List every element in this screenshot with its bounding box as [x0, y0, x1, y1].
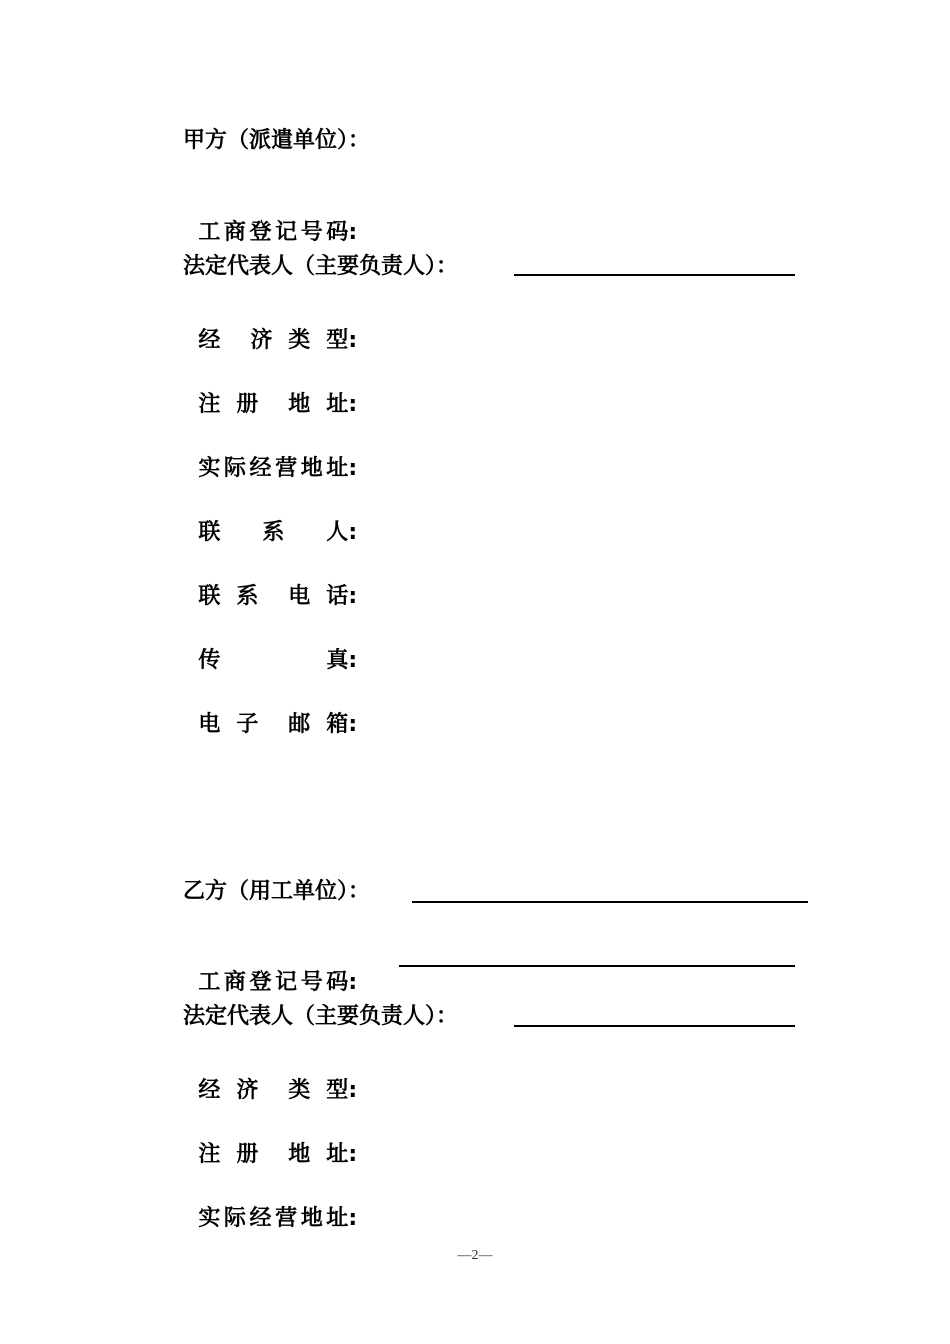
- char: 码: [326, 220, 349, 245]
- party-a-fax-label: [183, 622, 357, 674]
- char: 号: [300, 220, 323, 245]
- colon: :: [348, 1142, 358, 1167]
- char: 记: [275, 970, 298, 995]
- char: 地: [288, 1142, 311, 1167]
- party-a-title: [183, 128, 370, 154]
- party-a-phone-label: [183, 558, 357, 610]
- party-b-title-text: 乙方（用工单位）：: [183, 879, 371, 904]
- econ-type-chars: [198, 328, 348, 354]
- char: 记: [275, 220, 298, 245]
- party-b-legal-rep-label: [183, 1004, 458, 1030]
- char: 话: [326, 584, 349, 609]
- char: 联: [198, 584, 221, 609]
- char: 类: [288, 1078, 311, 1103]
- colon: :: [348, 328, 358, 353]
- party-a-legal-rep-label: [183, 254, 458, 280]
- char: 址: [326, 1206, 349, 1231]
- actual-address-chars: [198, 1206, 348, 1232]
- char: 电: [198, 712, 221, 737]
- fax-chars: [198, 648, 348, 674]
- char: 系: [236, 584, 259, 609]
- colon: :: [348, 1206, 358, 1231]
- colon: :: [348, 392, 358, 417]
- party-b-name-field[interactable]: [412, 901, 808, 903]
- party-a-email-label: [183, 686, 357, 738]
- party-a-reg-no-label: [183, 194, 357, 246]
- char: 经: [198, 328, 221, 353]
- colon: :: [348, 1078, 358, 1103]
- party-a-econ-type-label: [183, 302, 357, 354]
- party-b-actual-address-label: [183, 1180, 357, 1232]
- party-a-title-text: 甲方（派遣单位）：: [183, 128, 371, 153]
- char: 传: [198, 648, 221, 673]
- char: 地: [288, 392, 311, 417]
- legal-rep-text: 法定代表人（主要负责人）：: [183, 1004, 459, 1029]
- party-b-legal-rep-field[interactable]: [514, 1025, 795, 1027]
- char: 册: [236, 1142, 259, 1167]
- char: 人: [326, 520, 349, 545]
- char: 济: [250, 328, 273, 353]
- char: 子: [236, 712, 259, 737]
- char: 址: [326, 392, 349, 417]
- colon: :: [348, 220, 358, 245]
- char: 注: [198, 1142, 221, 1167]
- phone-chars: [198, 584, 348, 610]
- char: 登: [249, 970, 272, 995]
- party-a-contact-label: [183, 494, 357, 546]
- colon: :: [348, 970, 358, 995]
- char: 经: [249, 1206, 272, 1231]
- party-b-reg-address-label: [183, 1116, 357, 1168]
- party-a-reg-address-label: [183, 366, 357, 418]
- contact-chars: [198, 520, 348, 546]
- char: 商: [223, 970, 246, 995]
- reg-no-label-chars: [198, 220, 348, 246]
- page-number: —2—: [457, 1248, 493, 1263]
- char: 地: [300, 456, 323, 481]
- char: 营: [275, 456, 298, 481]
- char: 册: [236, 392, 259, 417]
- reg-address-chars: [198, 1142, 348, 1168]
- char: 号: [300, 970, 323, 995]
- char: 址: [326, 1142, 349, 1167]
- colon: :: [348, 584, 358, 609]
- char: 经: [249, 456, 272, 481]
- char: 际: [223, 456, 246, 481]
- econ-type-chars: [198, 1078, 348, 1104]
- char: 登: [249, 220, 272, 245]
- colon: :: [348, 648, 358, 673]
- colon: :: [348, 712, 358, 737]
- party-b-econ-type-label: [183, 1052, 357, 1104]
- char: 际: [223, 1206, 246, 1231]
- party-b-reg-no-label: [183, 944, 357, 996]
- party-b-reg-no-field[interactable]: [399, 965, 795, 967]
- char: 联: [198, 520, 221, 545]
- reg-no-label-chars: [198, 970, 348, 996]
- char: 址: [326, 456, 349, 481]
- char: 济: [236, 1078, 259, 1103]
- party-a-actual-address-label: [183, 430, 357, 482]
- party-a-legal-rep-field[interactable]: [514, 274, 795, 276]
- char: 电: [288, 584, 311, 609]
- char: 营: [275, 1206, 298, 1231]
- char: 经: [198, 1078, 221, 1103]
- email-chars: [198, 712, 348, 738]
- char: 码: [326, 970, 349, 995]
- colon: :: [348, 456, 358, 481]
- char: 工: [198, 970, 221, 995]
- colon: :: [348, 520, 358, 545]
- actual-address-chars: [198, 456, 348, 482]
- char: 邮: [288, 712, 311, 737]
- char: 实: [198, 1206, 221, 1231]
- char: 系: [262, 520, 285, 545]
- char: 箱: [326, 712, 349, 737]
- char: 型: [326, 328, 349, 353]
- char: 真: [326, 648, 349, 673]
- char: 地: [300, 1206, 323, 1231]
- reg-address-chars: [198, 392, 348, 418]
- char: 商: [223, 220, 246, 245]
- char: 工: [198, 220, 221, 245]
- char: 型: [326, 1078, 349, 1103]
- legal-rep-text: 法定代表人（主要负责人）：: [183, 254, 459, 279]
- party-b-title: [183, 879, 370, 905]
- char: 实: [198, 456, 221, 481]
- char: 注: [198, 392, 221, 417]
- char: 类: [288, 328, 311, 353]
